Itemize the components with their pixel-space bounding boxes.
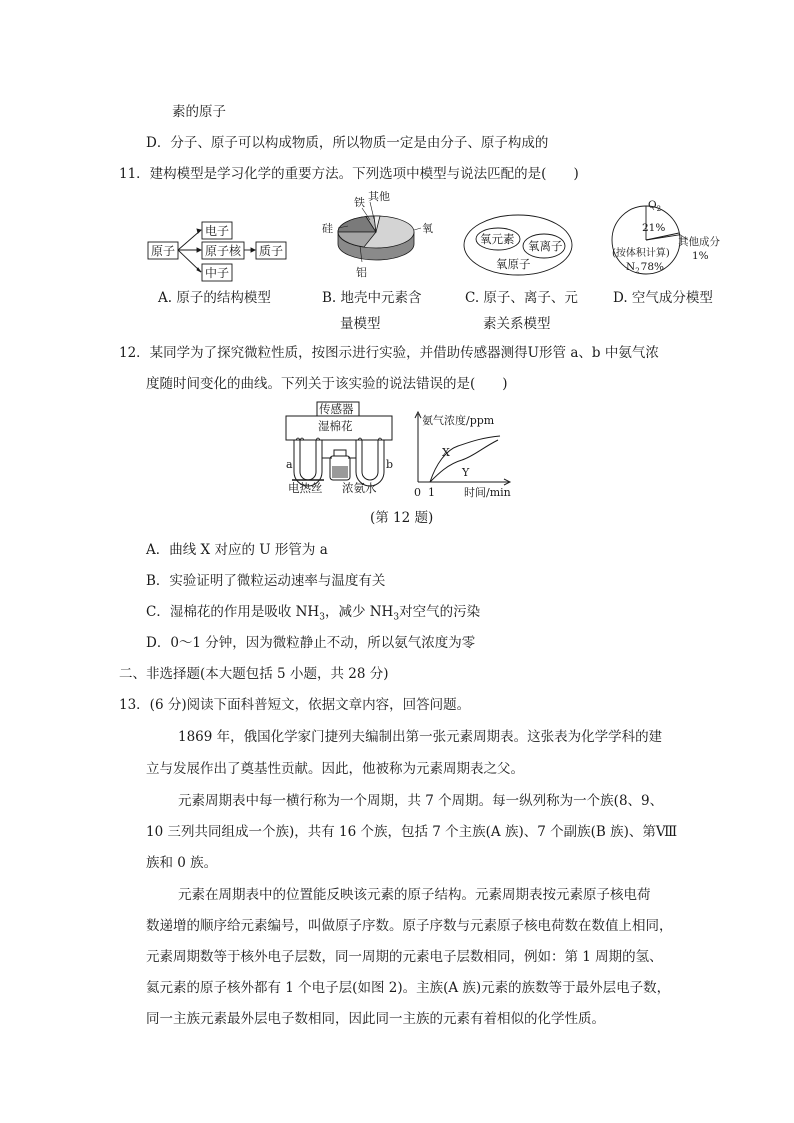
- chart-tick-1: 1: [428, 486, 435, 499]
- fig-c-atom: 氧原子: [496, 257, 531, 271]
- apparatus-label-b: b: [386, 458, 394, 471]
- q11-figure-c: [462, 212, 578, 278]
- fig-b-iron: 铁: [354, 196, 365, 209]
- q11-stem: 11．建构模型是学习化学的重要方法。下列选项中模型与说法匹配的是( ): [119, 166, 579, 182]
- fig-a-proton: 质子: [259, 244, 284, 258]
- q13-p3-line1: 元素在周期表中的位置能反映该元素的原子结构。元素周期表按元素原子核电荷: [178, 887, 651, 903]
- fig-c-element: 氧元素: [480, 232, 515, 246]
- apparatus-sensor: 传感器: [319, 402, 354, 416]
- q13-p2-line2: 10 三列共同组成一个族)，共有 16 个族，包括 7 个主族(A 族)、7 个副族(B 族)、第Ⅷ: [146, 824, 678, 840]
- q11-figure-a: [146, 218, 296, 288]
- q11-figure-b: [318, 190, 438, 282]
- q12-caption: (第 12 题): [370, 510, 434, 526]
- fig-a-electron: 电子: [205, 224, 230, 238]
- q12-option-a: A．曲线 X 对应的 U 形管为 a: [146, 542, 328, 558]
- q11-caption-c1: C. 原子、离子、元: [465, 290, 578, 306]
- q12-concentration-chart: [408, 404, 518, 500]
- q11-caption-c2: 素关系模型: [483, 316, 551, 332]
- prev-option-d: D．分子、原子可以构成物质，所以物质一定是由分子、原子构成的: [146, 135, 549, 151]
- q13-p3-line3: 元素周期数等于核外电子层数，同一周期的元素电子层数相同，例如：第 1 周期的氢、: [146, 949, 663, 965]
- prev-option-continuation: 素的原子: [172, 104, 226, 120]
- fig-d-others: 其他成分: [678, 236, 720, 248]
- q13-p3-line4: 氦元素的原子核外都有 1 个电子层(如图 2)。主族(A 族)元素的族数等于最外层电子数，: [146, 980, 671, 996]
- fig-d-21pct: 21%: [642, 222, 666, 234]
- fig-b-other: 其他: [368, 190, 390, 203]
- fig-b-silicon: 硅: [322, 222, 333, 235]
- apparatus-heater: 电热丝: [288, 481, 323, 495]
- q13-p1-line1: 1869 年，俄国化学家门捷列夫编制出第一张元素周期表。这张表为化学学科的建: [178, 729, 663, 745]
- fig-b-oxygen: 氧: [422, 222, 433, 235]
- q12-stem-line2: 度随时间变化的曲线。下列关于该实验的说法错误的是( ): [146, 376, 508, 392]
- q13-p3-line5: 同一主族元素最外层电子数相同，因此同一主族的元素有着相似的化学性质。: [146, 1011, 605, 1027]
- apparatus-ammonia: 浓氨水: [342, 481, 377, 495]
- q13-stem: 13．(6 分)阅读下面科普短文，依据文章内容，回答问题。: [119, 697, 471, 713]
- fig-b-aluminum: 铝: [356, 266, 367, 279]
- apparatus-cotton: 湿棉花: [318, 419, 353, 433]
- q11-caption-b2: 量模型: [340, 316, 381, 332]
- chart-origin: 0: [414, 486, 421, 499]
- fig-a-atom: 原子: [151, 244, 176, 258]
- fig-d-n2: $N_278\%$: [626, 261, 664, 275]
- q13-p3-line2: 数递增的顺序给元素编号，叫做原子序数。原子序数与元素原子核电荷数在数值上相同，: [146, 918, 673, 934]
- chart-series-x: X: [442, 446, 450, 459]
- section-2-heading: 二、非选择题(本大题包括 5 小题，共 28 分): [119, 666, 389, 682]
- q11-caption-d: D. 空气成分模型: [613, 290, 713, 306]
- q12-option-d: D．0～1 分钟，因为微粒静止不动，所以氨气浓度为零: [146, 635, 476, 651]
- q11-caption-a: A. 原子的结构模型: [158, 290, 271, 306]
- q13-p2-line3: 族和 0 族。: [146, 855, 218, 871]
- q11-caption-b1: B. 地壳中元素含: [322, 290, 422, 306]
- q13-p1-line2: 立与发展作出了奠基性贡献。因此，他被称为元素周期表之父。: [146, 761, 524, 777]
- fig-c-ion: 氧离子: [528, 239, 563, 253]
- q12-option-b: B．实验证明了微粒运动速率与温度有关: [146, 573, 386, 589]
- q12-option-c: C．湿棉花的作用是吸收 $NH_3$，减少 $NH_3$对空气的污染: [146, 604, 481, 623]
- chart-series-y: Y: [462, 466, 470, 479]
- q12-apparatus: [284, 400, 396, 496]
- fig-d-by-volume: (按体积计算): [612, 248, 670, 259]
- q13-p2-line1: 元素周期表中每一横行称为一个周期，共 7 个周期。每一纵列称为一个族(8、9、: [178, 793, 664, 809]
- fig-d-o2: $O_2$: [648, 199, 662, 213]
- q11-figure-d: [604, 198, 734, 280]
- fig-d-1pct: 1%: [692, 250, 709, 262]
- q12-stem-line1: 12．某同学为了探究微粒性质，按图示进行实验，并借助传感器测得U形管 a、b 中氨气浓: [119, 345, 659, 361]
- chart-ylabel: 氨气浓度/ppm: [422, 414, 495, 427]
- fig-a-nucleus: 原子核: [205, 244, 242, 258]
- apparatus-label-a: a: [286, 458, 293, 471]
- chart-xlabel: 时间/min: [464, 486, 511, 499]
- fig-a-neutron: 中子: [205, 266, 230, 280]
